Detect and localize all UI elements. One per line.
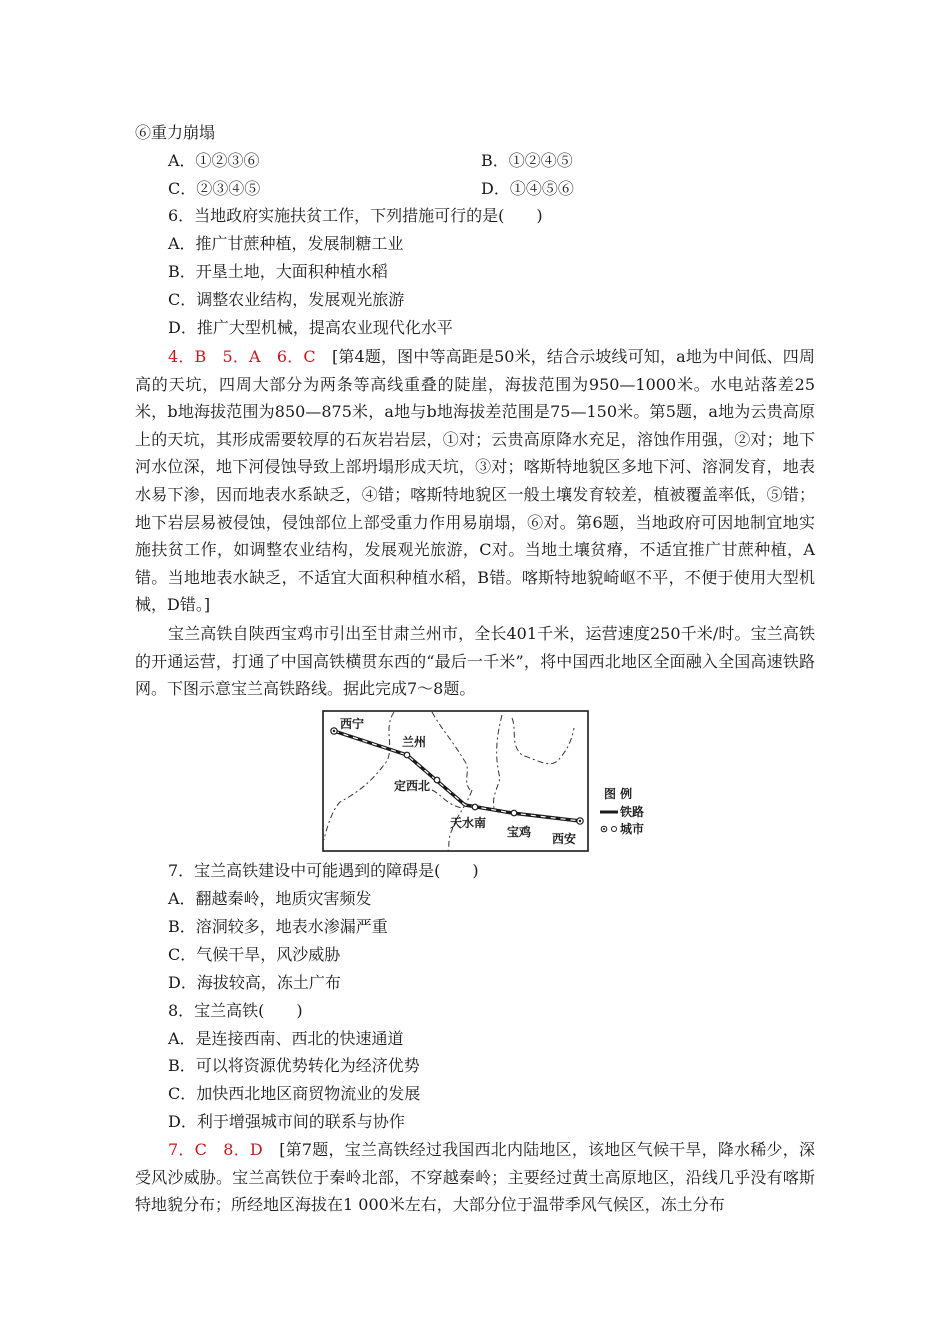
q8-choice-a: A．是连接西南、西北的快速通道 <box>168 1029 404 1048</box>
q5-choice-b: B．①②④⑤ <box>481 151 573 170</box>
q8-choice-c: C．加快西北地区商贸物流业的发展 <box>168 1084 421 1103</box>
label-baoji: 宝鸡 <box>507 825 532 839</box>
q7-choice-c: C．气候干旱，风沙威胁 <box>168 945 341 964</box>
q8-stem: 8．宝兰高铁( ) <box>168 1001 303 1020</box>
legend-title: 图 例 <box>604 787 633 801</box>
legend-city-symbol <box>612 827 617 832</box>
q8-choice-b: B．可以将资源优势转化为经济优势 <box>168 1056 420 1075</box>
city-dot-xian-core <box>579 820 581 822</box>
legend-city-label: 城市 <box>620 822 645 836</box>
q8-choice-d: D．利于增强城市间的联系与协作 <box>168 1112 405 1131</box>
q5-choice-c: C．②③④⑤ <box>168 179 261 198</box>
q5-choice-d: D．①④⑤⑥ <box>481 179 574 198</box>
label-dingxibei: 定西北 <box>394 779 431 793</box>
q6-choice-a: A．推广甘蔗种植，发展制糖工业 <box>168 234 404 253</box>
label-lanzhou: 兰州 <box>402 735 427 749</box>
q6-choice-c: C．调整农业结构，发展观光旅游 <box>168 290 405 309</box>
city-dot-dingxibei <box>434 777 440 783</box>
railway-map <box>322 710 652 852</box>
answer-text-4-6: [第4题，图中等高距是50米，结合示坡线可知，a地为中间低、四周高的天坑，四周大部分为两条等高线重叠的陡崖，海拔范围为950—1000米。水电站落差25米，b地海拔范围为850—875米，a地与b地海拔差范围是75—150米。第5题，a地为云贵高原上的天坑，其形成需要较厚的石灰岩岩层，①对；云贵高原降水充足，溶蚀作用强，②对；地下河水位深，地下河侵蚀导致上部坍塌形成天坑，③对；喀斯特地貌区多地下河、溶洞发育，地表水易下渗，因而地表水系缺乏，④错；喀斯特地貌区一般土壤发育较差，植被覆盖率低，⑤错；地下岩层易被侵蚀，侵蚀部位上部受重力作用易崩塌，⑥对。第6题，当地政府可因地制宜地实施扶贫工作，如调整农业结构，发展观光旅游，C对。当地土壤贫瘠，不适宜推广甘蔗种植，A错。当地地表水缺乏，不适宜大面积种植水稻，B错。喀斯特地貌崎岖不平，不便于使用大型机械，D错。] <box>135 347 815 615</box>
city-dot-baoji <box>511 810 517 816</box>
answer-text-7-8: [第7题，宝兰高铁经过我国西北内陆地区，该地区气候干旱，降水稀少，深受风沙威胁。宝兰高铁位于秦岭北部，不穿越秦岭；主要经过黄土高原地区，沿线几乎没有喀斯特地貌分布；所经地区海拔在1 000米左右，大部分位于温带季风气候区，冻土分布 <box>135 1140 815 1215</box>
label-xian: 西安 <box>552 832 577 846</box>
label-tianshuinan: 天水南 <box>450 816 487 830</box>
city-dot-xining-core <box>333 730 335 732</box>
legend-city-symbol-major-core <box>603 828 605 830</box>
city-dot-tianshuinan <box>472 804 478 810</box>
option-6-gravity-collapse: ⑥重力崩塌 <box>135 123 216 142</box>
label-xining: 西宁 <box>340 717 365 731</box>
answer-key-4-6: 4．B 5．A 6．C <box>168 347 316 366</box>
answer-key-7-8: 7．C 8．D <box>168 1140 263 1159</box>
q6-choice-b: B．开垦土地，大面积种植水稻 <box>168 262 388 281</box>
q7-choice-b: B．溶洞较多，地表水渗漏严重 <box>168 917 388 936</box>
q5-choice-a: A．①②③⑥ <box>168 151 260 170</box>
q6-choice-d: D．推广大型机械，提高农业现代化水平 <box>168 318 453 337</box>
answer-explanation-7-8 <box>135 1136 815 1219</box>
answer-explanation-4-6 <box>135 343 815 619</box>
city-dot-lanzhou <box>404 752 410 758</box>
q7-choice-a: A．翻越秦岭，地质灾害频发 <box>168 889 372 908</box>
map-frame <box>323 711 588 851</box>
q6-stem: 6．当地政府实施扶贫工作，下列措施可行的是( ) <box>168 206 543 225</box>
q7-stem: 7．宝兰高铁建设中可能遇到的障碍是( ) <box>168 861 479 880</box>
legend-rail-label: 铁路 <box>620 805 645 819</box>
intro-passage: 宝兰高铁自陕西宝鸡市引出至甘肃兰州市，全长401千米，运营速度250千米/时。宝兰高铁的开通运营，打通了中国高铁横贯东西的“最后一千米”，将中国西北地区全面融入全国高速铁路网。下图示意宝兰高铁路线。据此完成7～8题。 <box>135 624 815 699</box>
q7-choice-d: D．海拔较高，冻土广布 <box>168 973 341 992</box>
